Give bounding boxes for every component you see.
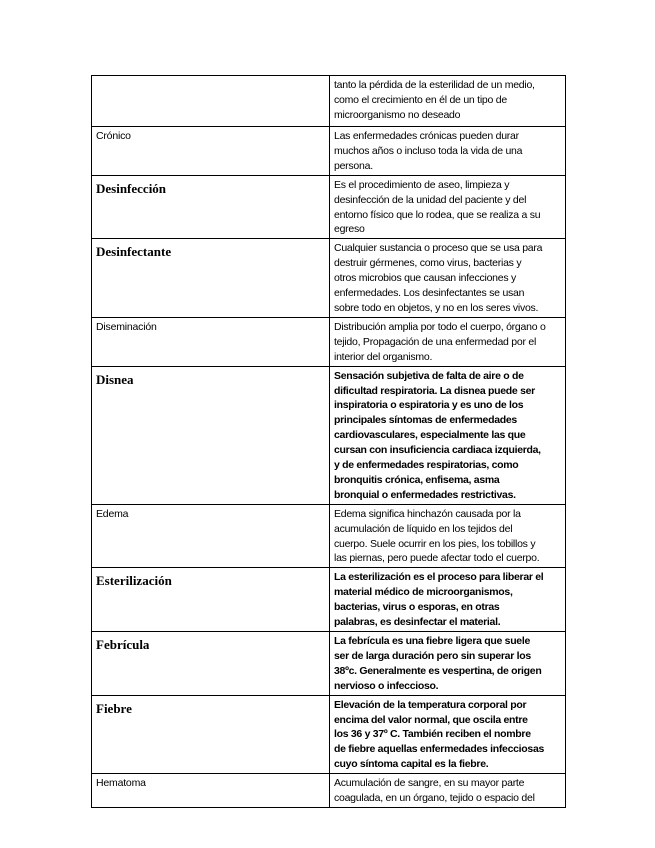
definition-line: 38ºc. Generalmente es vespertina, de origen — [334, 664, 542, 677]
definition-line: La febrícula es una fiebre ligera que suele — [334, 635, 531, 647]
definition-line: enfermedades. Los desinfectantes se usan — [334, 287, 525, 300]
definition-cell — [330, 76, 566, 127]
table-row — [92, 695, 566, 774]
term-cell: Desinfectante — [92, 239, 330, 318]
table-row — [92, 774, 566, 808]
term-cell: Febrícula — [92, 632, 330, 696]
table-row — [92, 127, 566, 176]
definition-line: coagulada, en un órgano, tejido o espacio del — [334, 792, 535, 805]
term-cell: Hematoma — [92, 774, 330, 808]
definition-line: Las enfermedades crónicas pueden durar — [334, 130, 519, 142]
definition-line: microorganismo no deseado — [334, 108, 461, 121]
definition-line: sobre todo en objetos, y no en los seres vivos. — [334, 301, 539, 314]
table-row — [92, 366, 566, 504]
definition-line: bacterias, virus o esporas, en otras — [334, 601, 500, 614]
definition-line: palabras, es desinfectar el material. — [334, 616, 501, 629]
definition-line: material médico de microorganismos, — [334, 586, 513, 599]
definition-line: dificultad respiratoria. La disnea puede ser — [334, 384, 535, 397]
definition-cell — [330, 366, 566, 504]
definition-cell — [330, 175, 566, 239]
table-row — [92, 76, 566, 127]
definition-line: egreso — [334, 223, 365, 236]
definition-line: interior del organismo. — [334, 350, 433, 363]
definition-line: inspiratoria o espiratoria y es uno de los — [334, 399, 524, 412]
definition-line: bronquitis crónica, enfisema, asma — [334, 473, 500, 486]
table-row — [92, 239, 566, 318]
term-cell: Crónico — [92, 127, 330, 176]
definition-cell — [330, 695, 566, 774]
term-cell: Diseminación — [92, 317, 330, 366]
term-cell: Desinfección — [92, 175, 330, 239]
table-row — [92, 175, 566, 239]
definition-line: Elevación de la temperatura corporal por — [334, 698, 527, 711]
definition-line: muchos años o incluso toda la vida de una — [334, 144, 523, 157]
definition-line: otros microbios que causan infecciones y — [334, 272, 517, 285]
definition-line: nervioso o infeccioso. — [334, 679, 439, 692]
definition-line: cursan con insuficiencia cardiaca izquierda, — [334, 444, 541, 457]
definition-cell — [330, 632, 566, 696]
table-row — [92, 632, 566, 696]
term-cell: Fiebre — [92, 695, 330, 774]
definition-line: Es el procedimiento de aseo, limpieza y — [334, 178, 510, 191]
definition-line: acumulación de líquido en los tejidos del — [334, 522, 513, 535]
table-row — [92, 504, 566, 568]
term-cell — [92, 76, 330, 127]
definition-line: cardiovasculares, especialmente las que — [334, 429, 526, 442]
definition-cell — [330, 317, 566, 366]
definition-line: entorno físico que lo rodea, que se realiza a su — [334, 208, 541, 221]
definition-line: encima del valor normal, que oscila entre — [334, 713, 528, 726]
definition-line: como el crecimiento en él de un tipo de — [334, 93, 507, 106]
definition-cell — [330, 127, 566, 176]
definition-line: Sensación subjetiva de falta de aire o de — [334, 369, 524, 382]
definition-cell — [330, 568, 566, 632]
definition-cell — [330, 774, 566, 808]
definition-cell — [330, 504, 566, 568]
definition-line: tejido, Propagación de una enfermedad por el — [334, 335, 537, 348]
definition-line: tanto la pérdida de la esterilidad de un medio, — [334, 79, 535, 91]
definition-line: desinfección de la unidad del paciente y del — [334, 193, 527, 206]
term-cell: Esterilización — [92, 568, 330, 632]
definition-line: destruir gérmenes, como virus, bacterias y — [334, 257, 522, 270]
definition-line: persona. — [334, 159, 373, 172]
definition-line: Cualquier sustancia o proceso que se usa para — [334, 242, 543, 255]
definition-line: las piernas, pero puede afectar todo el cuerpo. — [334, 552, 540, 565]
definition-line: principales síntomas de enfermedades — [334, 414, 517, 427]
definition-line: ser de larga duración pero sin superar los — [334, 649, 531, 662]
glossary-table — [91, 75, 566, 808]
definition-line: cuerpo. Suele ocurrir en los pies, los tobillos y — [334, 537, 536, 550]
definition-line: de fiebre aquellas enfermedades infecciosas — [334, 743, 545, 756]
definition-cell — [330, 239, 566, 318]
definition-line: y de enfermedades respiratorias, como — [334, 459, 519, 472]
table-row — [92, 568, 566, 632]
definition-line: los 36 y 37º C. También reciben el nombre — [334, 728, 531, 741]
definition-line: Edema significa hinchazón causada por la — [334, 507, 521, 520]
definition-line: cuyo síntoma capital es la fiebre. — [334, 758, 489, 771]
definition-line: bronquial o enfermedades restrictivas. — [334, 488, 516, 501]
term-cell: Edema — [92, 504, 330, 568]
definition-line: La esterilización es el proceso para liberar el — [334, 571, 544, 584]
definition-line: Acumulación de sangre, en su mayor parte — [334, 777, 525, 790]
definition-line: Distribución amplia por todo el cuerpo, órgano o — [334, 320, 546, 333]
table-row — [92, 317, 566, 366]
term-cell: Disnea — [92, 366, 330, 504]
